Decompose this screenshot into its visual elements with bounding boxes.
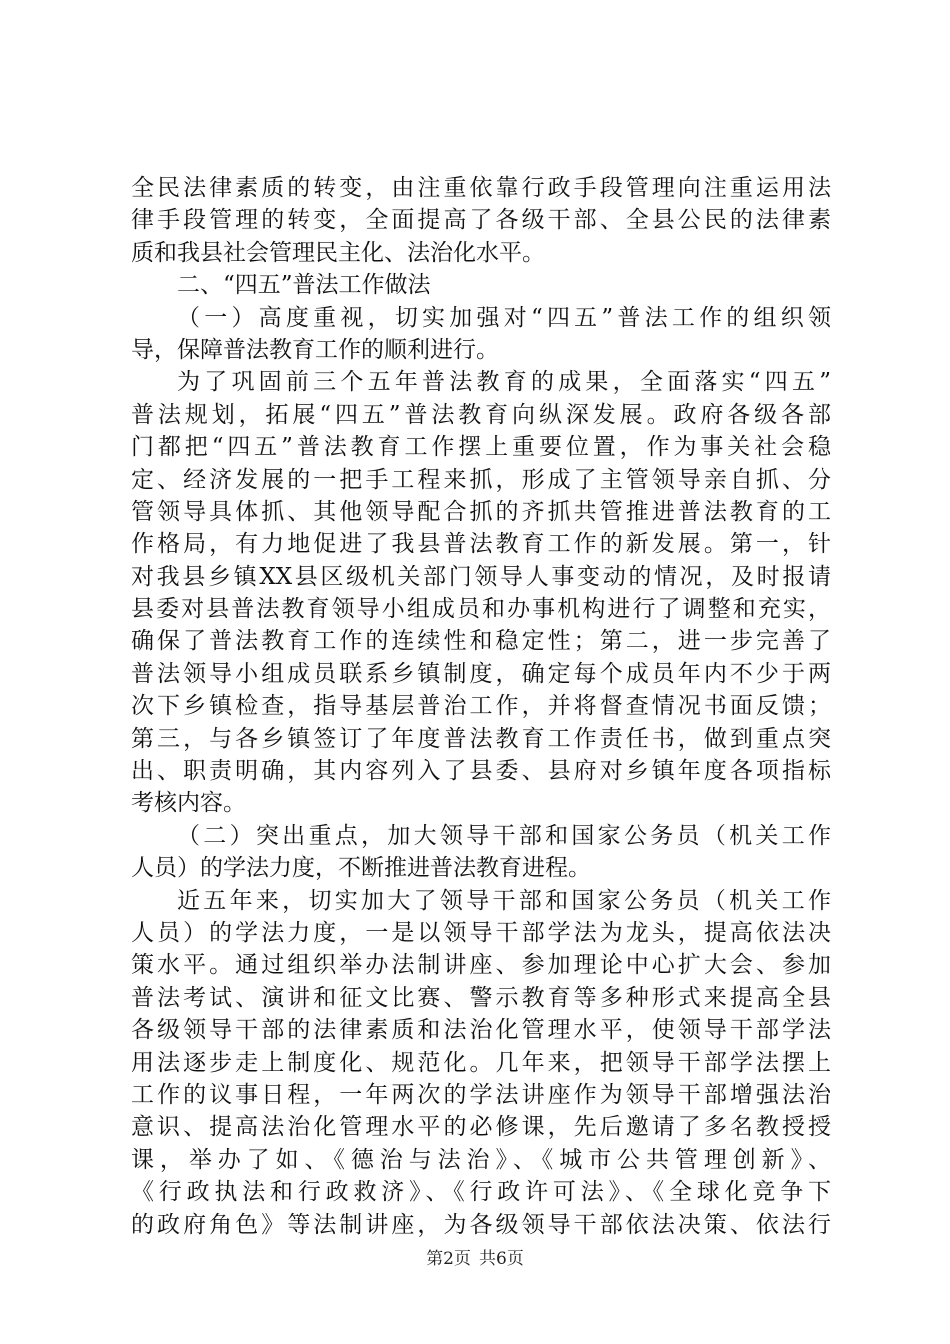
text-line: 为了巩固前三个五年普法教育的成果，全面落实“四五”: [177, 369, 831, 396]
text-line: 人员）的学法力度，一是以领导干部学法为龙头，提高依法决: [131, 919, 831, 946]
page-footer: [0, 1248, 950, 1270]
text-line: 近五年来，切实加大了领导干部和国家公务员（机关工作: [177, 887, 831, 914]
text-line: 课，举办了如、《德治与法治》、《城市公共管理创新》、: [131, 1146, 831, 1173]
text-line: 定、经济发展的一把手工程来抓，形成了主管领导亲自抓、分: [131, 466, 831, 493]
text-line: 普法领导小组成员联系乡镇制度，确定每个成员年内不少于两: [131, 660, 831, 687]
text-line: 出、职责明确，其内容列入了县委、县府对乡镇年度各项指标: [131, 758, 831, 785]
text-line: 用法逐步走上制度化、规范化。几年来，把领导干部学法摆上: [131, 1049, 831, 1076]
text-line: 各级领导干部的法律素质和法治化管理水平，使领导干部学法: [131, 1017, 831, 1044]
text-line: 意识、提高法治化管理水平的必修课，先后邀请了多名教授授: [131, 1114, 831, 1141]
text-line: 质和我县社会管理民主化、法治化水平。: [131, 239, 545, 266]
text-line: 工作的议事日程，一年两次的学法讲座作为领导干部增强法治: [131, 1081, 831, 1108]
text-line: 对我县乡镇XX县区级机关部门领导人事变动的情况，及时报请: [131, 563, 831, 590]
text-line: 的政府角色》等法制讲座，为各级领导干部依法决策、依法行: [131, 1211, 831, 1238]
document-body: [131, 172, 831, 1241]
text-line: 县委对县普法教育领导小组成员和办事机构进行了调整和充实，: [131, 596, 831, 623]
text-line: （二）突出重点，加大领导干部和国家公务员（机关工作: [177, 822, 831, 849]
text-line: 门都把“四五”普法教育工作摆上重要位置，作为事关社会稳: [131, 434, 831, 461]
text-line: 律手段管理的转变，全面提高了各级干部、全县公民的法律素: [131, 207, 831, 234]
text-line: 全民法律素质的转变，由注重依靠行政手段管理向注重运用法: [131, 175, 831, 201]
text-line: 《行政执法和行政救济》、《行政许可法》、《全球化竞争下: [131, 1179, 831, 1206]
text-line: 二、“四五”普法工作做法: [177, 272, 431, 299]
text-line: 导，保障普法教育工作的顺利进行。: [131, 336, 499, 363]
text-line: 次下乡镇检查，指导基层普治工作，并将督查情况书面反馈；: [131, 693, 831, 720]
text-line: 考核内容。: [131, 790, 246, 817]
page-total: 共6页: [479, 1249, 524, 1269]
text-line: 普法考试、演讲和征文比赛、警示教育等多种形式来提高全县: [131, 984, 831, 1011]
text-line: （一）高度重视，切实加强对“四五”普法工作的组织领: [177, 304, 831, 331]
text-line: 人员）的学法力度，不断推进普法教育进程。: [131, 855, 591, 882]
text-line: 管领导具体抓、其他领导配合抓的齐抓共管推进普法教育的工: [131, 498, 831, 525]
text-line: 确保了普法教育工作的连续性和稳定性；第二，进一步完善了: [131, 628, 831, 655]
text-line: 作格局，有力地促进了我县普法教育工作的新发展。第一，针: [131, 531, 831, 558]
text-line: 第三，与各乡镇签订了年度普法教育工作责任书，做到重点突: [131, 725, 831, 752]
page-number: 第2页: [426, 1249, 471, 1269]
text-line: 策水平。通过组织举办法制讲座、参加理论中心扩大会、参加: [131, 952, 831, 979]
text-line: 普法规划，拓展“四五”普法教育向纵深发展。政府各级各部: [131, 401, 831, 428]
